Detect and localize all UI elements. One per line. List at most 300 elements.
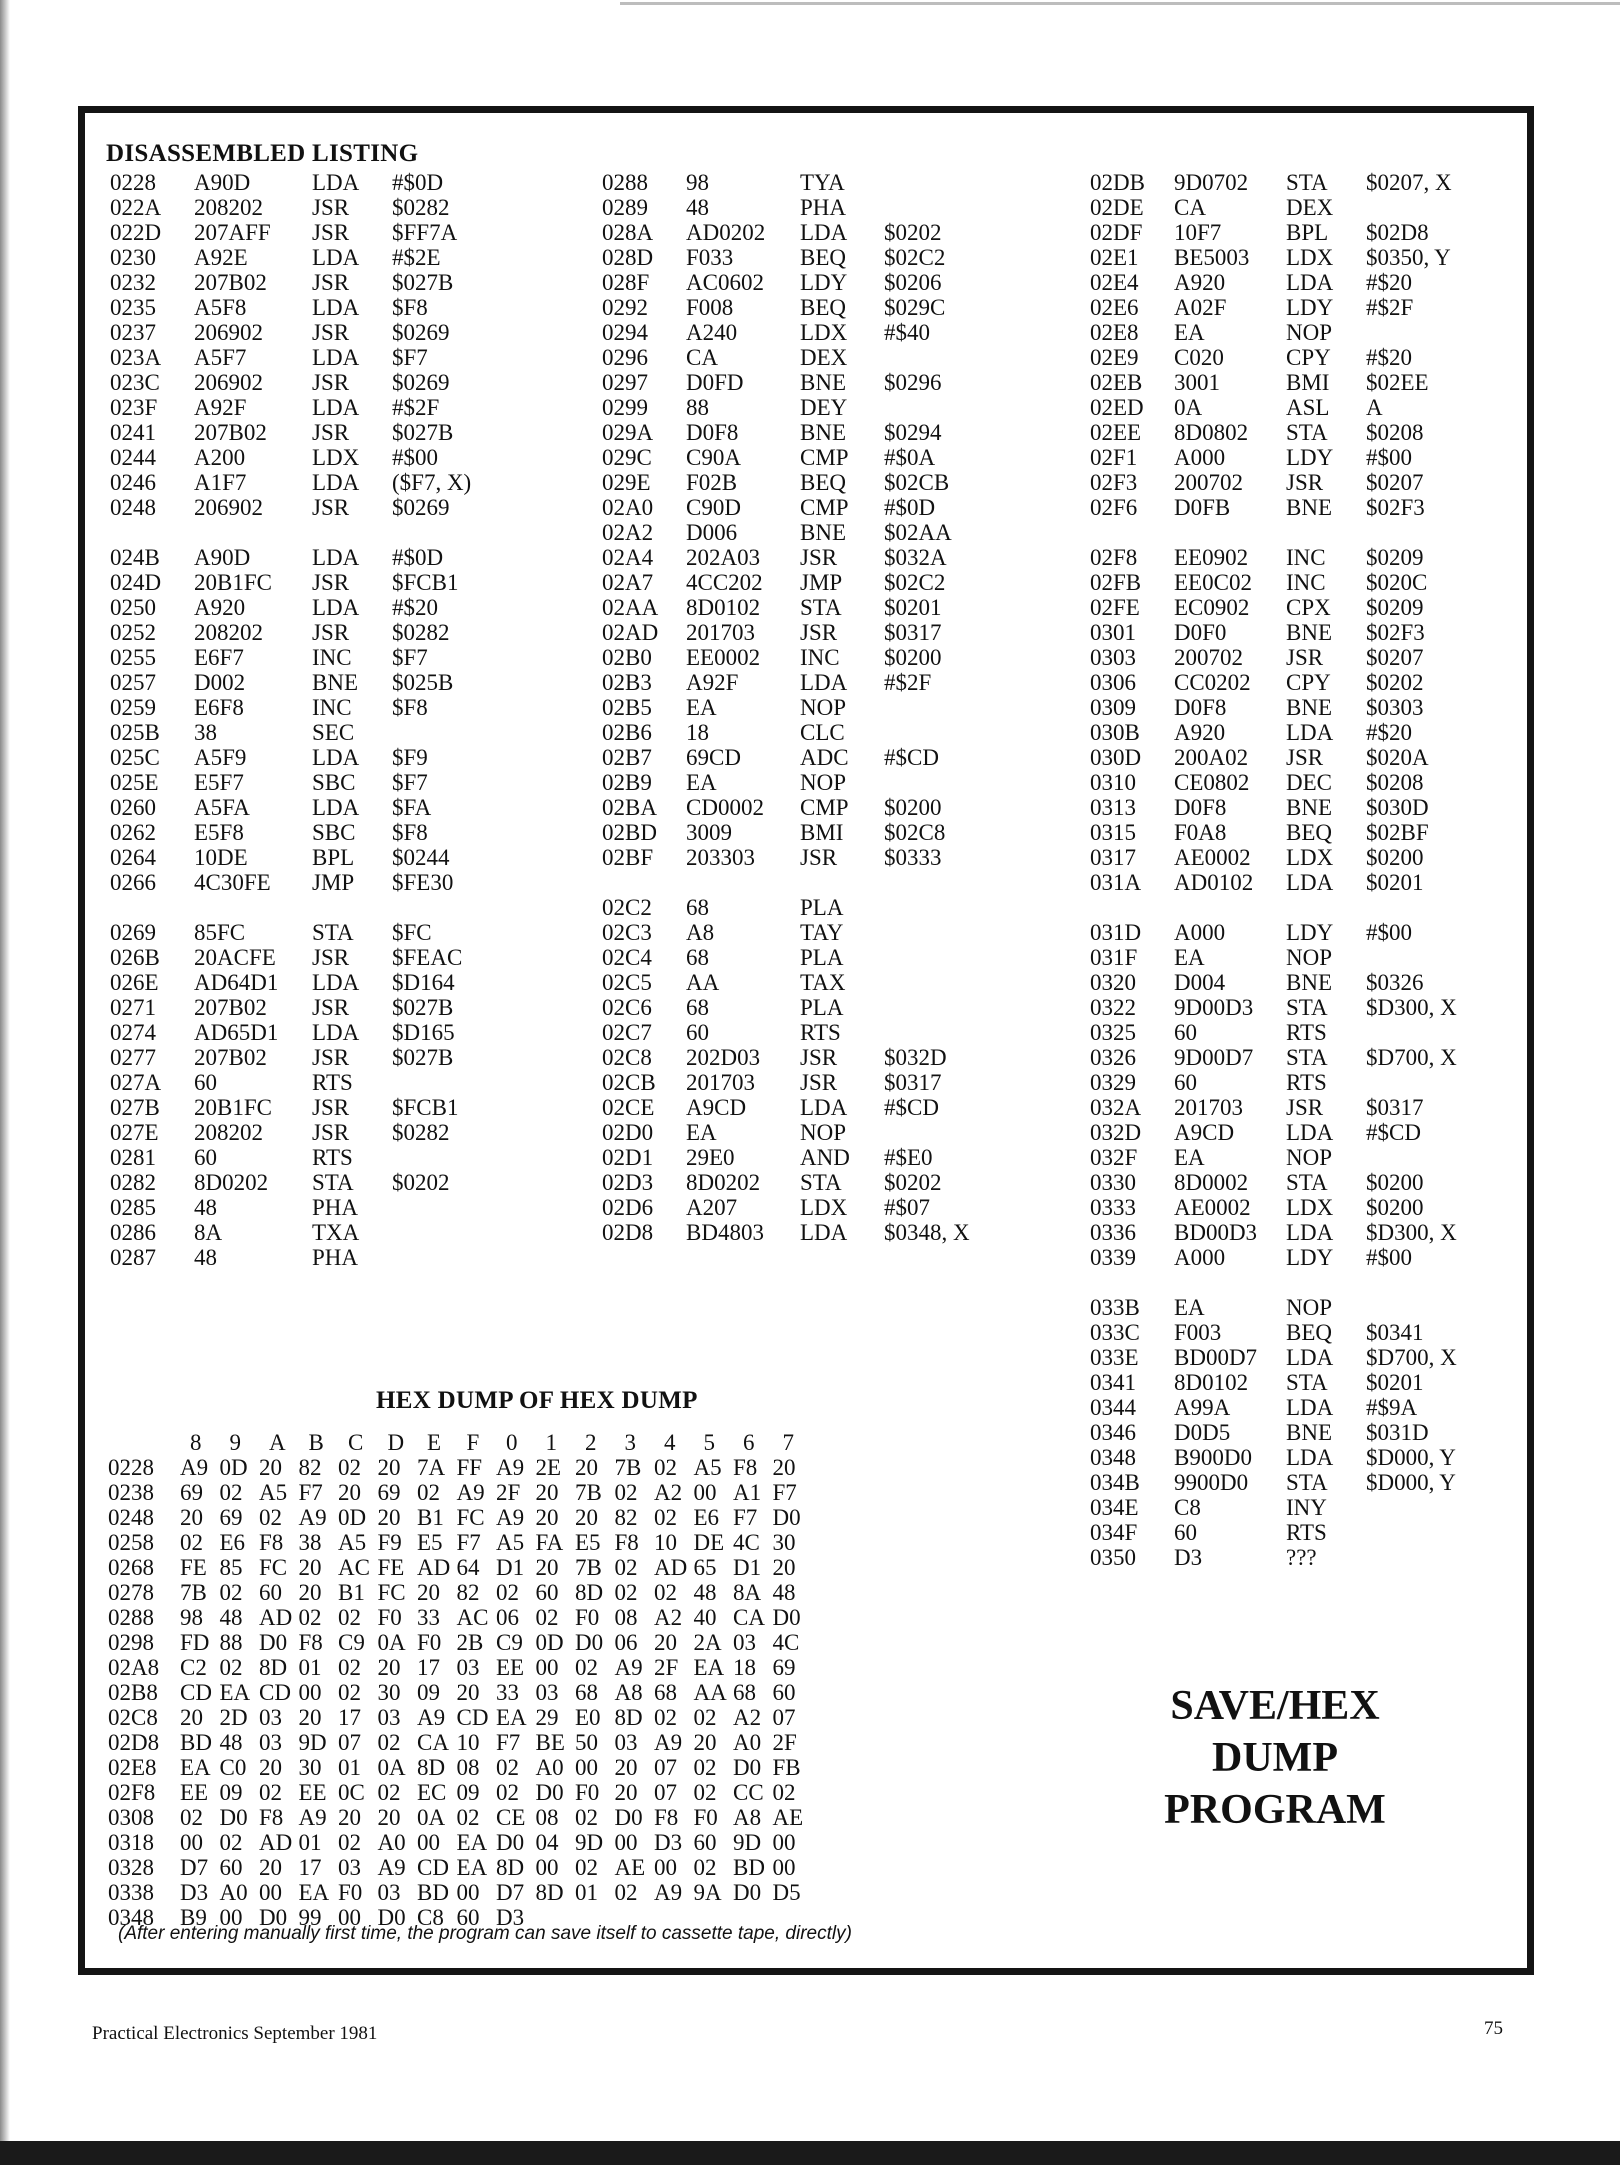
hex-byte: AC [456, 1605, 489, 1630]
asm-mnemonic: INC [1286, 545, 1326, 570]
asm-opcode-bytes: 60 [686, 1020, 709, 1045]
asm-opcode-bytes: 3001 [1174, 370, 1220, 395]
asm-mnemonic: DEY [800, 395, 848, 420]
hex-byte: 03 [377, 1880, 401, 1905]
asm-mnemonic: LDY [1286, 1245, 1334, 1270]
asm-mnemonic: JSR [312, 945, 350, 970]
asm-address: 02C8 [602, 1045, 652, 1070]
hex-byte: 20 [298, 1580, 322, 1605]
hex-byte: CD [456, 1705, 489, 1730]
asm-opcode-bytes: A9CD [686, 1095, 747, 1120]
hex-byte: EA [693, 1655, 725, 1680]
asm-opcode-bytes: E5F7 [194, 770, 244, 795]
hex-byte: 02 [496, 1580, 519, 1605]
hex-byte: D0 [219, 1805, 248, 1830]
hex-byte: 00 [614, 1830, 638, 1855]
asm-operand: $0317 [884, 620, 942, 645]
hex-byte: 18 [733, 1655, 756, 1680]
asm-operand: $FCB1 [392, 570, 459, 595]
asm-operand: $F8 [392, 695, 428, 720]
hex-byte: 0D [219, 1455, 248, 1480]
hex-byte: A5 [338, 1530, 367, 1555]
asm-mnemonic: PLA [800, 995, 844, 1020]
hex-byte: A5 [259, 1480, 288, 1505]
asm-operand: $020C [1366, 570, 1428, 595]
hex-byte: A9 [298, 1805, 327, 1830]
asm-address: 02BD [602, 820, 657, 845]
asm-mnemonic: INY [1286, 1495, 1327, 1520]
asm-mnemonic: BNE [1286, 620, 1332, 645]
hex-byte: 20 [772, 1555, 796, 1580]
asm-opcode-bytes: BD4803 [686, 1220, 764, 1245]
asm-mnemonic: JSR [1286, 745, 1324, 770]
hex-byte: EA [219, 1680, 251, 1705]
asm-operand: $0294 [884, 420, 942, 445]
asm-mnemonic: NOP [1286, 1295, 1333, 1320]
asm-opcode-bytes: 68 [686, 895, 709, 920]
asm-opcode-bytes: 202A03 [686, 545, 761, 570]
hex-byte: F0 [693, 1805, 718, 1830]
asm-address: 02AA [602, 595, 659, 620]
asm-operand: $029C [884, 295, 946, 320]
asm-address: 0285 [110, 1195, 156, 1220]
hex-byte: D0 [733, 1755, 762, 1780]
asm-operand: $D700, X [1366, 1345, 1457, 1370]
hex-byte: 02 [338, 1455, 361, 1480]
program-title-line: SAVE/HEX [1170, 1683, 1380, 1729]
hex-byte: 02 [259, 1780, 282, 1805]
asm-operand: $FEAC [392, 945, 463, 970]
asm-address: 023F [110, 395, 158, 420]
hex-byte: D0 [733, 1880, 762, 1905]
asm-mnemonic: ADC [800, 745, 849, 770]
asm-mnemonic: LDX [800, 320, 848, 345]
asm-opcode-bytes: E5F8 [194, 820, 244, 845]
hex-byte: 4C [733, 1530, 760, 1555]
asm-operand: $FCB1 [392, 1095, 459, 1120]
hex-byte: E6 [219, 1530, 246, 1555]
hex-column-header: B [308, 1430, 324, 1455]
asm-address: 025C [110, 745, 160, 770]
asm-operand: $032D [884, 1045, 947, 1070]
hex-byte: CD [259, 1680, 291, 1705]
asm-opcode-bytes: 207B02 [194, 1045, 267, 1070]
asm-address: 0294 [602, 320, 648, 345]
asm-operand: #$20 [1366, 720, 1412, 745]
asm-mnemonic: LDX [1286, 845, 1334, 870]
asm-address: 0260 [110, 795, 156, 820]
asm-opcode-bytes: 60 [1174, 1070, 1197, 1095]
asm-mnemonic: STA [1286, 420, 1328, 445]
hex-byte: 82 [614, 1505, 638, 1530]
asm-address: 02B0 [602, 645, 652, 670]
asm-opcode-bytes: E6F8 [194, 695, 244, 720]
page-scan-edge-bottom [0, 2141, 1620, 2165]
asm-opcode-bytes: A90D [194, 170, 251, 195]
asm-address: 0325 [1090, 1020, 1136, 1045]
hex-byte: A9 [614, 1655, 643, 1680]
hex-byte: 60 [456, 1905, 480, 1930]
hex-byte: A9 [180, 1455, 209, 1480]
asm-address: 0246 [110, 470, 156, 495]
asm-address: 02E8 [1090, 320, 1139, 345]
hex-address: 02D8 [108, 1730, 160, 1755]
hex-byte: 33 [496, 1680, 519, 1705]
hex-byte: A8 [614, 1680, 643, 1705]
hex-byte: 20 [456, 1680, 480, 1705]
asm-opcode-bytes: 29E0 [686, 1145, 735, 1170]
asm-address: 0286 [110, 1220, 156, 1245]
asm-opcode-bytes: A920 [194, 595, 246, 620]
asm-opcode-bytes: EE0902 [1174, 545, 1249, 570]
footer-publication: Practical Electronics September 1981 [92, 2023, 378, 2044]
asm-opcode-bytes: 20ACFE [194, 945, 276, 970]
asm-opcode-bytes: A99A [1174, 1395, 1231, 1420]
hex-byte: 00 [259, 1880, 282, 1905]
hex-byte: 7B [575, 1480, 602, 1505]
hex-byte: D0 [772, 1605, 801, 1630]
asm-mnemonic: LDA [800, 1220, 848, 1245]
asm-opcode-bytes: A92F [194, 395, 247, 420]
asm-opcode-bytes: 200702 [1174, 645, 1243, 670]
hex-byte: EC [417, 1780, 447, 1805]
asm-operand: #$0D [392, 170, 444, 195]
asm-opcode-bytes: 60 [194, 1070, 217, 1095]
asm-operand: $0303 [1366, 695, 1424, 720]
hex-byte: FC [259, 1555, 288, 1580]
asm-mnemonic: LDA [312, 395, 360, 420]
asm-operand: $02D8 [1366, 220, 1429, 245]
hex-byte: 88 [219, 1630, 243, 1655]
asm-mnemonic: JSR [800, 545, 838, 570]
hex-byte: 02 [614, 1480, 638, 1505]
asm-mnemonic: LDA [312, 245, 360, 270]
asm-operand: #$CD [884, 1095, 939, 1120]
asm-mnemonic: LDA [1286, 720, 1334, 745]
asm-opcode-bytes: 0A [1174, 395, 1203, 420]
asm-opcode-bytes: 8A [194, 1220, 223, 1245]
asm-address: 0350 [1090, 1545, 1136, 1570]
hex-byte: 0A [377, 1755, 406, 1780]
asm-mnemonic: NOP [800, 1120, 847, 1145]
asm-operand: $0207, X [1366, 170, 1452, 195]
asm-operand: $0282 [392, 620, 450, 645]
hex-byte: 68 [654, 1680, 677, 1705]
asm-mnemonic: CPY [1286, 670, 1331, 695]
hex-byte: 07 [654, 1780, 677, 1805]
asm-address: 02ED [1090, 395, 1144, 420]
asm-operand: #$CD [884, 745, 939, 770]
asm-operand: $FA [392, 795, 432, 820]
asm-operand: $0207 [1366, 470, 1424, 495]
asm-address: 02F6 [1090, 495, 1138, 520]
hex-byte: 8D [614, 1705, 643, 1730]
asm-opcode-bytes: 48 [686, 195, 709, 220]
hex-column-header: 9 [229, 1430, 241, 1455]
hex-byte: D7 [180, 1855, 209, 1880]
hex-byte: 20 [575, 1455, 598, 1480]
asm-operand: #$00 [1366, 920, 1412, 945]
hex-byte: A9 [377, 1855, 406, 1880]
hex-byte: 20 [614, 1780, 638, 1805]
asm-address: 0252 [110, 620, 156, 645]
asm-address: 0274 [110, 1020, 156, 1045]
asm-mnemonic: LDA [1286, 1395, 1334, 1420]
hex-address: 02C8 [108, 1705, 158, 1730]
asm-opcode-bytes: AD64D1 [194, 970, 279, 995]
hex-address: 02A8 [108, 1655, 160, 1680]
hex-byte: BD [417, 1880, 449, 1905]
asm-mnemonic: TXA [312, 1220, 360, 1245]
asm-opcode-bytes: EA [1174, 1295, 1205, 1320]
asm-mnemonic: BNE [312, 670, 358, 695]
hex-byte: F8 [259, 1805, 284, 1830]
hex-byte: 48 [693, 1580, 717, 1605]
asm-mnemonic: BNE [800, 520, 846, 545]
asm-opcode-bytes: D002 [194, 670, 246, 695]
asm-mnemonic: LDX [1286, 245, 1334, 270]
hex-byte: 02 [219, 1830, 243, 1855]
hex-address: 0328 [108, 1855, 154, 1880]
hex-byte: 20 [772, 1455, 796, 1480]
asm-opcode-bytes: 69CD [686, 745, 741, 770]
asm-operand: #$20 [392, 595, 438, 620]
asm-opcode-bytes: 206902 [194, 495, 263, 520]
hex-byte: 00 [772, 1855, 796, 1880]
hex-byte: 8D [496, 1855, 525, 1880]
hex-byte: E5 [417, 1530, 443, 1555]
hex-byte: 04 [535, 1830, 559, 1855]
asm-opcode-bytes: 208202 [194, 1120, 263, 1145]
asm-operand: $0282 [392, 1120, 450, 1145]
asm-operand: $F7 [392, 345, 428, 370]
hex-byte: 17 [417, 1655, 440, 1680]
hex-byte: 7B [180, 1580, 207, 1605]
asm-address: 02B3 [602, 670, 652, 695]
hex-byte: D1 [733, 1555, 762, 1580]
hex-byte: 09 [219, 1780, 243, 1805]
asm-mnemonic: BEQ [800, 470, 846, 495]
asm-opcode-bytes: 206902 [194, 370, 263, 395]
asm-address: 02F1 [1090, 445, 1138, 470]
hex-byte: 00 [180, 1830, 203, 1855]
hex-byte: 0A [417, 1805, 446, 1830]
hex-byte: A8 [733, 1805, 762, 1830]
asm-mnemonic: ??? [1286, 1545, 1317, 1570]
asm-address: 022A [110, 195, 162, 220]
asm-opcode-bytes: A9CD [1174, 1120, 1235, 1145]
hex-byte: D1 [496, 1555, 525, 1580]
hex-byte: 0D [338, 1505, 367, 1530]
asm-address: 02DF [1090, 220, 1143, 245]
program-title-line: DUMP [1212, 1735, 1338, 1781]
hex-byte: 02 [377, 1780, 401, 1805]
asm-opcode-bytes: 38 [194, 720, 217, 745]
asm-opcode-bytes: 68 [686, 995, 709, 1020]
asm-mnemonic: PHA [312, 1245, 359, 1270]
asm-address: 02A7 [602, 570, 654, 595]
asm-address: 0255 [110, 645, 156, 670]
asm-opcode-bytes: AA [686, 970, 720, 995]
hex-byte: 20 [259, 1855, 282, 1880]
hex-byte: C9 [338, 1630, 365, 1655]
hex-address: 0338 [108, 1880, 154, 1905]
asm-address: 0266 [110, 870, 156, 895]
asm-opcode-bytes: AD0102 [1174, 870, 1254, 895]
hex-byte: 02 [575, 1855, 598, 1880]
asm-operand: $F8 [392, 820, 428, 845]
asm-opcode-bytes: AC0602 [686, 270, 764, 295]
hex-byte: 03 [259, 1730, 282, 1755]
hex-byte: 06 [496, 1605, 519, 1630]
asm-operand: #$40 [884, 320, 930, 345]
asm-opcode-bytes: F003 [1174, 1320, 1222, 1345]
asm-mnemonic: LDY [1286, 295, 1334, 320]
asm-opcode-bytes: A5F8 [194, 295, 247, 320]
asm-mnemonic: STA [312, 920, 354, 945]
asm-operand: $0201 [884, 595, 942, 620]
hex-byte: 09 [417, 1680, 440, 1705]
asm-address: 0306 [1090, 670, 1136, 695]
hex-byte: 48 [219, 1730, 243, 1755]
asm-address: 0309 [1090, 695, 1136, 720]
hex-byte: 20 [535, 1555, 559, 1580]
asm-address: 0301 [1090, 620, 1136, 645]
asm-opcode-bytes: 10F7 [1174, 220, 1222, 245]
hex-byte: 02 [456, 1805, 480, 1830]
asm-opcode-bytes: 9D00D3 [1174, 995, 1254, 1020]
hex-byte: F0 [575, 1780, 600, 1805]
asm-opcode-bytes: EA [1174, 320, 1205, 345]
hex-byte: F0 [417, 1630, 442, 1655]
asm-address: 02DE [1090, 195, 1144, 220]
asm-address: 0330 [1090, 1170, 1136, 1195]
asm-address: 029A [602, 420, 654, 445]
hex-byte: 02 [338, 1830, 361, 1855]
asm-opcode-bytes: CC0202 [1174, 670, 1251, 695]
asm-address: 0333 [1090, 1195, 1136, 1220]
hex-byte: D7 [496, 1880, 525, 1905]
asm-address: 02C3 [602, 920, 652, 945]
hex-byte: 69 [772, 1655, 796, 1680]
asm-operand: $0341 [1366, 1320, 1424, 1345]
asm-mnemonic: LDA [1286, 870, 1334, 895]
asm-opcode-bytes: 85FC [194, 920, 246, 945]
asm-address: 02D8 [602, 1220, 654, 1245]
hex-byte: 48 [219, 1605, 243, 1630]
asm-address: 0303 [1090, 645, 1136, 670]
hex-column-header: 5 [703, 1430, 715, 1455]
asm-opcode-bytes: A92F [686, 670, 739, 695]
asm-operand: #$20 [1366, 270, 1412, 295]
asm-mnemonic: ASL [1286, 395, 1330, 420]
asm-mnemonic: LDA [312, 345, 360, 370]
asm-opcode-bytes: AD65D1 [194, 1020, 279, 1045]
asm-operand: $0208 [1366, 770, 1424, 795]
hex-byte: 03 [733, 1630, 756, 1655]
asm-opcode-bytes: EA [686, 770, 717, 795]
asm-mnemonic: BEQ [1286, 820, 1332, 845]
hex-byte: 08 [535, 1805, 559, 1830]
asm-operand: #$E0 [884, 1145, 933, 1170]
hex-byte: CE [496, 1805, 526, 1830]
asm-address: 024B [110, 545, 160, 570]
asm-opcode-bytes: D0F8 [1174, 695, 1227, 720]
hex-byte: 03 [377, 1705, 401, 1730]
hex-byte: F7 [456, 1530, 481, 1555]
asm-operand: $0202 [884, 220, 942, 245]
hex-byte: F7 [496, 1730, 521, 1755]
hex-byte: D0 [259, 1905, 288, 1930]
asm-opcode-bytes: C020 [1174, 345, 1224, 370]
asm-operand: $0201 [1366, 870, 1424, 895]
asm-opcode-bytes: A200 [194, 445, 246, 470]
asm-mnemonic: INC [312, 645, 352, 670]
asm-address: 02FE [1090, 595, 1140, 620]
hex-byte: D5 [772, 1880, 801, 1905]
asm-opcode-bytes: 3009 [686, 820, 732, 845]
hex-byte: DE [693, 1530, 725, 1555]
hex-byte: BE [535, 1730, 565, 1755]
hex-byte: FA [535, 1530, 564, 1555]
asm-address: 02A2 [602, 520, 654, 545]
hex-byte: A9 [496, 1505, 525, 1530]
asm-mnemonic: SBC [312, 820, 356, 845]
hex-byte: 02 [654, 1705, 677, 1730]
hex-byte: 2E [535, 1455, 562, 1480]
hex-address: 0298 [108, 1630, 154, 1655]
asm-mnemonic: BNE [1286, 495, 1332, 520]
hex-column-header: F [466, 1430, 480, 1455]
asm-operand: $020A [1366, 745, 1429, 770]
hex-byte: EA [180, 1755, 211, 1780]
hex-column-header: 6 [743, 1430, 755, 1455]
asm-address: 02EE [1090, 420, 1142, 445]
asm-address: 0322 [1090, 995, 1136, 1020]
asm-operand: A [1366, 395, 1383, 420]
hex-byte: 20 [338, 1805, 361, 1830]
asm-address: 02C5 [602, 970, 652, 995]
asm-address: 034F [1090, 1520, 1138, 1545]
asm-address: 0336 [1090, 1220, 1136, 1245]
hex-byte: F8 [259, 1530, 284, 1555]
asm-address: 031F [1090, 945, 1138, 970]
hex-byte: 98 [180, 1605, 203, 1630]
asm-opcode-bytes: 4C30FE [194, 870, 271, 895]
asm-address: 0288 [602, 170, 648, 195]
asm-address: 02DB [1090, 170, 1145, 195]
hex-byte: 0A [377, 1630, 406, 1655]
hex-address: 0308 [108, 1805, 154, 1830]
asm-opcode-bytes: A5F9 [194, 745, 247, 770]
asm-mnemonic: CPX [1286, 595, 1331, 620]
asm-mnemonic: BEQ [1286, 1320, 1332, 1345]
asm-opcode-bytes: E6F7 [194, 645, 244, 670]
asm-opcode-bytes: 202D03 [686, 1045, 761, 1070]
asm-mnemonic: LDA [1286, 270, 1334, 295]
asm-address: 027B [110, 1095, 160, 1120]
asm-address: 02BA [602, 795, 657, 820]
hex-byte: 60 [772, 1680, 796, 1705]
hex-byte: 69 [219, 1505, 243, 1530]
hex-address: 0268 [108, 1555, 154, 1580]
asm-operand: ($F7, X) [392, 470, 472, 495]
hex-byte: 20 [575, 1505, 598, 1530]
asm-address: 029C [602, 445, 652, 470]
asm-opcode-bytes: 9D0702 [1174, 170, 1249, 195]
hex-byte: D0 [377, 1905, 406, 1930]
hex-byte: A0 [733, 1730, 762, 1755]
